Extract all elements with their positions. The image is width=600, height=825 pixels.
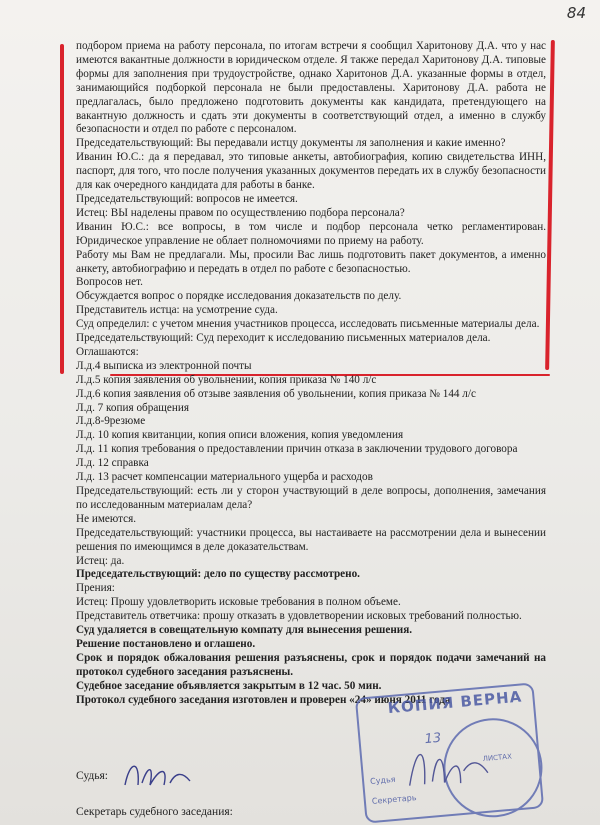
paragraph: подбором приема на работу персонала, по итогам встречи я сообщил Харитонову Д.А. что у нас имеются вакантные должности в юридическом отделе. Я также передал Харитонову Д.А. типовые формы для заполнения при трудоустройстве, однако Харитонов Д.А. указанные формы в отдел, занимающийся подборкой персонала не были предоставлены. Харитонову Д.А. работа не предлагалась, было предложено подготовить документы как кандидата, претендующего на вакантную должность и сдать эти документы в соответствующий отдел, а именно в службу безопасности и отдел по работе с персоналом.	[76, 40, 546, 136]
judge-signature	[120, 755, 200, 795]
paragraph: Суд удаляется в совещательную компату для вынесения решения.	[76, 624, 413, 637]
paragraph: Решение постановлено и оглашено.	[76, 637, 256, 650]
stamp-sheets-label: ЛИСТАХ	[482, 752, 513, 764]
paragraph: Л.д. 11 копия требования о предоставлении причин отказа в заключении трудового договора	[76, 443, 518, 456]
paragraph: Председательствующий: участники процесса, вы настаиваете на рассмотрении дела и вынесении решения по имеющимся в деле доказательствам.	[76, 526, 546, 553]
certified-copy-stamp	[355, 682, 544, 823]
paragraph: Срок и порядок обжалования решения разъяснены, срок и порядок подачи замечаний на протокол судебного заседания разъяснены.	[76, 651, 546, 678]
highlight-margin-line	[545, 40, 555, 370]
paragraph: Прения:	[76, 582, 115, 595]
paragraph: Не имеются.	[76, 512, 137, 525]
stamp-title: КОПИЯ ВЕРНА	[387, 687, 523, 718]
highlight-margin-line	[60, 44, 64, 374]
paragraph: Председательствующий: есть ли у сторон участвующий в деле вопросы, дополнения, замечания по исследованным материалам дела?	[76, 485, 546, 511]
paragraph: Л.д.4 выписка из электронной почты	[76, 359, 252, 372]
paragraph: Иванин Ю.С.: все вопросы, в том числе и подбор персонала четко регламентирован. Юридическое управление не облает полномочиями по приему на работу.	[76, 220, 546, 247]
stamp-sheets-count: 13	[424, 730, 442, 748]
paragraph: Истец: да.	[76, 554, 125, 567]
paragraph: Обсуждается вопрос о порядке исследования доказательств по делу.	[76, 290, 402, 303]
paragraph: Председательствующий: Вы передавали истцу документы ля заполнения и какие именно?	[76, 137, 506, 150]
stamp-signature	[400, 728, 495, 796]
paragraph: Л.д. 12 справка	[76, 457, 149, 470]
paragraph: Работу мы Вам не предлагали. Мы, просили Вас лишь подготовить пакет документов, а именно анкету, автобиографию и передать в отдел по работе с безопасностью.	[76, 248, 546, 275]
paragraph: Представитель ответчика: прошу отказать в удовлетворении исковых требований полностью.	[76, 610, 522, 623]
paragraph: Истец: Прошу удовлетворить исковые требования в полном объеме.	[76, 596, 401, 609]
paragraph: Представитель истца: на усмотрение суда.	[76, 304, 278, 317]
secretary-label: Секретарь судебного заседания:	[76, 806, 233, 818]
paragraph: Председательствующий: вопросов не имеется.	[76, 192, 298, 205]
paragraph: Л.д.6 копия заявления об отзыве заявления об увольнении, копия приказа № 144 л/с	[76, 387, 476, 400]
paragraph: Истец: ВЫ наделены правом по осуществлению подбора персонала?	[76, 206, 405, 219]
paragraph: Судебное заседание объявляется закрытым в 12 час. 50 мин.	[76, 679, 382, 692]
stamp-secretary-label: Секретарь	[371, 793, 417, 806]
paragraph: Председательствующий: дело по существу рассмотрено.	[76, 568, 360, 581]
paragraph: Оглашаются:	[76, 345, 139, 358]
paragraph: Л.д.8-9резюме	[76, 415, 146, 428]
paragraph: Иванин Ю.С.: да я передавал, это типовые анкеты, автобиография, копию свидетельства ИНН, паспорт, для того, что после получения указанных документов передать их в службу безопасности для как очередного кандидата для работы в банке.	[76, 151, 546, 192]
paragraph: Суд определил: с учетом мнения участников процесса, исследовать письменные материалы дела.	[76, 318, 540, 331]
paragraph: Л.д. 13 расчет компенсации материального ущерба и расходов	[76, 471, 373, 484]
paragraph: Вопросов нет.	[76, 276, 143, 289]
protocol-text	[76, 40, 546, 708]
stamp-judge-label: Судья	[369, 774, 396, 787]
judge-label: Судья:	[76, 770, 108, 782]
paragraph: Председательствующий: Суд переходит к исследованию письменных материалов дела.	[76, 332, 491, 345]
paragraph: Л.д.5 копия заявления об увольнении, копия приказа № 140 л/с	[76, 373, 377, 386]
paragraph: Л.д. 7 копия обращения	[76, 401, 189, 414]
paragraph: Л.д. 10 копия квитанции, копия описи вложения, копия уведомления	[76, 429, 404, 442]
page-number: 84	[566, 4, 586, 22]
paragraph: Протокол судебного заседания изготовлен и проверен «24» июня 2011 года	[76, 693, 451, 706]
